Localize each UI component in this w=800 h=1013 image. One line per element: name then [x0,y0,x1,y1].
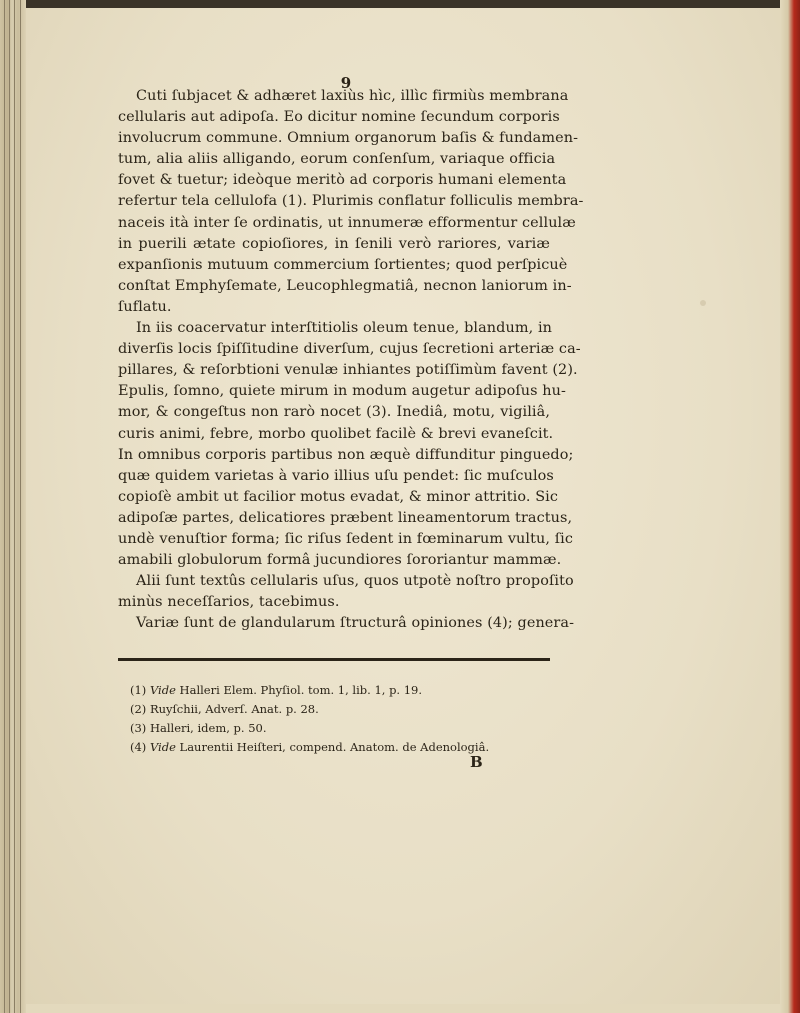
body-text [118,86,584,634]
scan-top-edge [0,0,800,8]
footnote [120,700,550,719]
text-line: undè venuſtior forma; ſic riſus ſedent in fœminarum vultu, ſic [118,530,574,547]
text-line: Cuti ſubjacet & adhæret laxiùs hìc, illìc firmiùs membrana [136,88,569,104]
footnote-mark: (4) [130,740,150,754]
text-line: refertur tela cellulofa (1). Plurimis conflatur folliculis membra- [118,193,584,210]
text-line: tum, alia aliis alligando, eorum conſenſum, variaque officia [118,151,556,168]
footnote-text: Ruyſchii, Adverſ. Anat. p. 28. [149,702,319,716]
text-line: Epulis, ſomno, quiete mirum in modum augetur adipoſus hu- [118,383,566,400]
footnote-text: Laurentii Heiſteri, compend. Anatom. de Adenologiâ. [175,740,490,754]
signature-mark: B [470,753,483,771]
footnote [120,681,550,700]
book-spine-edge [0,0,26,1013]
footnote-text: Halleri Elem. Phyſiol. tom. 1, lib. 1, p. 19. [175,683,423,697]
text-line: minùs neceſſarios, tacebimus. [118,594,340,611]
text-line: In omnibus corporis partibus non æquè diffunditur pinguedo; [118,446,574,463]
text-line: ſuflatu. [118,298,172,315]
text-line: mor, & congeſtus non rarò nocet (3). Inediâ, motu, vigiliâ, [118,404,550,421]
footnote-text: Halleri, idem, p. 50. [149,721,267,735]
footnote-vide: Vide [149,683,176,697]
footnote [120,738,550,757]
text-line: Alii ſunt textûs cellularis uſus, quos utpotè noſtro propoſito [136,573,574,590]
text-line: quæ quidem varietas à vario illius uſu pendet: ſic muſculos [118,467,554,484]
book-cover-edge [780,0,800,1013]
footnote-mark: (3) [130,721,150,735]
text-line: Variæ ſunt de glandularum ſtructurâ opiniones (4); genera- [136,615,575,632]
text-line: In iis coacervatur interſtitiolis oleum tenue, blandum, in [136,320,553,337]
text-line: adipoſæ partes, delicatiores præbent lineamentorum tractus, [118,509,573,526]
footnote-mark: (2) [130,702,150,716]
footnote [120,719,550,738]
text-line: copioſè ambit ut facilior motus evadat, & minor attritio. Sic [118,488,559,505]
text-line: in puerili ætate copioſiores, in ſenili verò rariores, variæ [118,235,550,252]
text-line: curis animi, febre, morbo quolibet facilè & brevi evaneſcit. [118,425,554,442]
text-line: involucrum commune. Omnium organorum baſis & fundamen- [118,130,579,147]
paper-spot [700,300,706,306]
text-line: conſtat Emphyſemate, Leucophlegmatiâ, necnon laniorum in- [118,277,572,294]
footnotes [120,681,550,757]
footnote-mark: (1) [130,683,150,697]
text-line: amabili globulorum formâ jucundiores ſororiantur mammæ. [118,552,562,569]
text-line: pillares, & reſorbtioni venulæ inhiantes potiſſimùm favent (2). [118,362,578,379]
text-line: naceis ità inter ſe ordinatis, ut innumeræ efformentur cellulæ [118,214,576,231]
text-line: cellularis aut adipoſa. Eo dicitur nomine ſecundum corporis [118,109,560,126]
text-line: diverſis locis ſpiſſitudine diverſum, cujus ſecretioni arteriæ ca- [118,341,581,358]
text-line: fovet & tuetur; ideòque meritò ad corporis humani elementa [118,172,567,189]
page-number: 9 [340,74,352,92]
footnote-vide: Vide [149,740,176,754]
text-line: expanſionis mutuum commercium ſortientes; quod perſpicuè [118,256,568,273]
footnote-rule [118,658,550,661]
